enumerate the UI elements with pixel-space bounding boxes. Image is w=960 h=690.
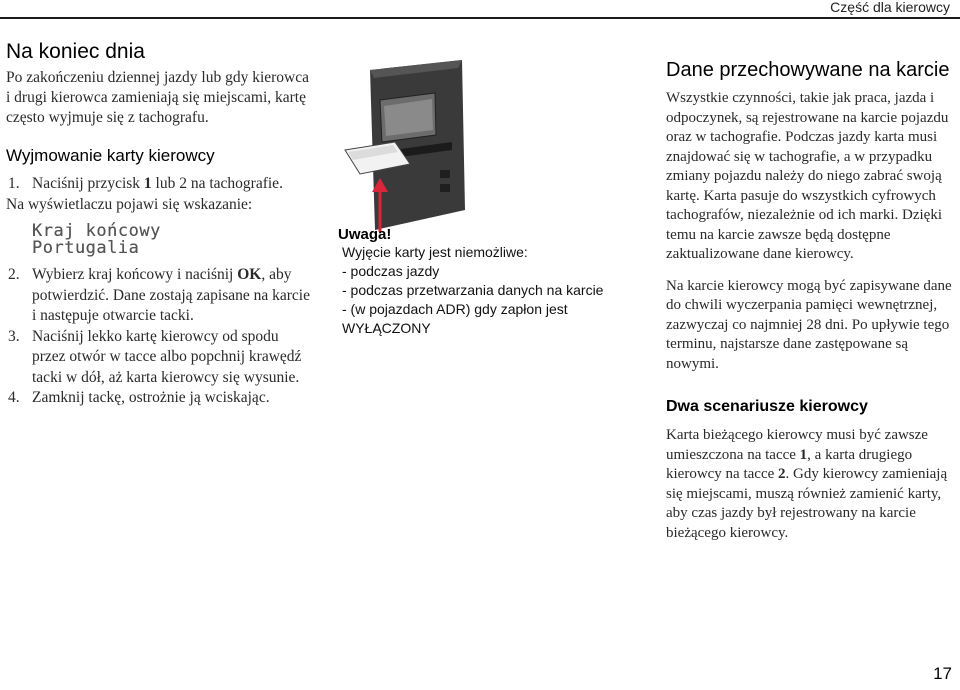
card-data-paragraph-1: Wszystkie czynności, takie jak praca, jazda i odpoczynek, są rejestrowane na karcie pojazdu oraz w tachografie. Podczas jazdy karta musi znajdować się w tachografie, a w przypadku zmiany pojazdu należy do niego zabrać swoją kartę. Karta pasuje do wszystkich cyfrowych tachografów, niezależnie od ich marki. Dzięki temu na karcie zawsze będą dostępne zaktualizowane dane kierowcy. xyxy=(666,90,949,262)
page-number: 17 xyxy=(933,664,952,683)
warning-title: Uwaga! xyxy=(338,226,392,243)
display-line-2: Portugalia xyxy=(32,238,140,258)
right-column xyxy=(666,58,956,543)
step-item: 4. Zamknij tackę, ostrożnie ją wciskając. xyxy=(8,389,270,406)
step-item: 1. Naciśnij przycisk 1 lub 2 na tachografie. xyxy=(8,175,283,192)
warning-box xyxy=(338,226,638,338)
section-label: Część dla kierowcy xyxy=(830,0,950,15)
header-bar xyxy=(0,0,960,19)
step-item: Na wyświetlaczu pojawi się wskazanie: xyxy=(6,195,253,213)
steps-list xyxy=(6,174,316,409)
warning-line: Wyjęcie karty jest niemożliwe: xyxy=(342,244,528,260)
tachograph-illustration-icon xyxy=(340,60,470,240)
section-title-end-of-day: Na koniec dnia xyxy=(6,40,145,63)
step-item: 2. Wybierz kraj końcowy i naciśnij OK, aby potwierdzić. Dane zostają zapisane na karcie i następuje otwarcie tacki. xyxy=(8,266,310,324)
scenarios-paragraph: Karta bieżącego kierowcy musi być zawsze umieszczona na tacce 1, a karta drugiego kierowcy na tacce 2. Gdy kierowcy zamieniają się miejscami, muszą również zamienić karty, aby czas jazdy był rejestrowany na karcie bieżącego kierowcy. xyxy=(666,427,948,541)
display-readout xyxy=(6,223,316,257)
warning-line: - podczas jazdy xyxy=(342,263,440,279)
subtitle-two-driver-scenarios: Dwa scenariusze kierowcy xyxy=(666,398,868,415)
tachograph-display xyxy=(32,223,316,257)
section-title-card-data: Dane przechowywane na karcie xyxy=(666,59,950,81)
card-data-paragraph-2: Na karcie kierowcy mogą być zapisywane dane do chwili wyczerpania pamięci wewnętrznej, zazwyczaj co najmniej 28 dni. Po upływie tego terminu, najstarsze dane zastępowane są nowymi. xyxy=(666,277,952,372)
subtitle-card-removal: Wyjmowanie karty kierowcy xyxy=(6,146,215,165)
warning-line: - podczas przetwarzania danych na karcie xyxy=(342,282,604,298)
warning-line: - (w pojazdach ADR) gdy zapłon jest WYŁĄCZONY xyxy=(342,301,568,336)
step-item: 3. Naciśnij lekko kartę kierowcy od spodu przez otwór w tacce albo popchnij krawędź tacki w dół, aż karta kierowcy się wysunie. xyxy=(8,327,302,386)
display-line-1: Kraj końcowy xyxy=(32,221,161,241)
intro-paragraph: Po zakończeniu dziennej jazdy lub gdy kierowca i drugi kierowca zamieniają się miejscami, kartę często wyjmuje się z tachografu. xyxy=(6,69,309,126)
left-column xyxy=(6,40,316,409)
